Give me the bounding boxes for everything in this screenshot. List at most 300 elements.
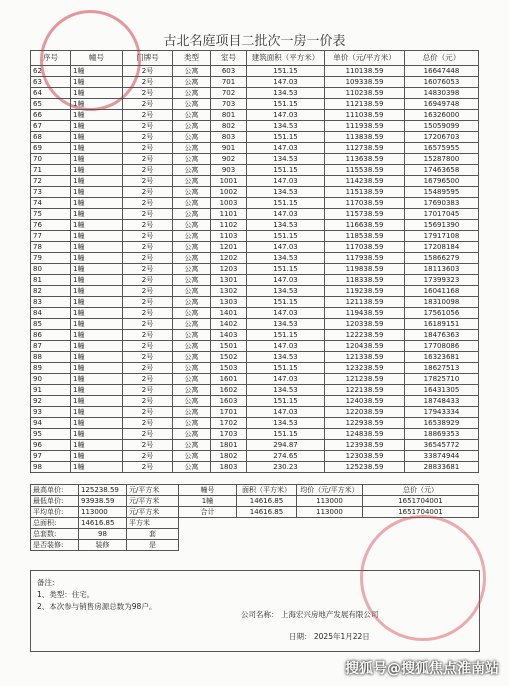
total-price-cell: 17708086 (405, 341, 479, 352)
building-number-cell: 1幢 (71, 231, 123, 242)
row-number-cell: 90 (31, 374, 71, 385)
unit-price-cell: 114238.59 (325, 176, 405, 187)
row-number-cell: 82 (31, 286, 71, 297)
table-row (31, 396, 479, 407)
unit-type-cell: 公寓 (173, 176, 211, 187)
unit-price-cell: 119238.59 (325, 286, 405, 297)
unit-type-cell: 公寓 (173, 440, 211, 451)
unit-price-cell: 111038.59 (325, 110, 405, 121)
row-number-cell: 71 (31, 165, 71, 176)
summary-row (31, 485, 479, 496)
column-header: 序号 (31, 51, 71, 66)
unit-price-cell: 120338.59 (325, 319, 405, 330)
unit-price-cell: 120438.59 (325, 341, 405, 352)
total-price-cell: 15691390 (405, 220, 479, 231)
column-header: 建筑面积（平方米） (247, 51, 325, 66)
floor-area-cell: 151.15 (247, 363, 325, 374)
unit-price-cell: 121138.59 (325, 297, 405, 308)
notes-heading: 备注: (37, 578, 55, 587)
unit-type-cell: 公寓 (173, 132, 211, 143)
unit-price-cell: 116638.59 (325, 220, 405, 231)
building-number-cell: 1幢 (71, 77, 123, 88)
total-price-cell: 18310098 (405, 297, 479, 308)
table-row (31, 231, 479, 242)
building-number-cell: 1幢 (71, 396, 123, 407)
total-price-cell: 17208184 (405, 242, 479, 253)
room-number-cell: 703 (211, 99, 247, 110)
unit-price-cell: 118338.59 (325, 275, 405, 286)
floor-area-cell: 151.15 (247, 264, 325, 275)
right-avg: 113000 (297, 496, 363, 507)
total-price-cell: 16326000 (405, 110, 479, 121)
right-header-area: 面积（平方米） (237, 485, 297, 496)
unit-price-cell: 124838.59 (325, 429, 405, 440)
door-number-cell: 2号 (123, 451, 173, 462)
building-number-cell: 1幢 (71, 209, 123, 220)
building-number-cell: 1幢 (71, 341, 123, 352)
floor-area-cell: 147.03 (247, 341, 325, 352)
door-number-cell: 2号 (123, 462, 173, 473)
room-number-cell: 1803 (211, 462, 247, 473)
row-number-cell: 98 (31, 462, 71, 473)
area-value: 14616.85 (79, 518, 127, 529)
row-number-cell: 73 (31, 187, 71, 198)
building-number-cell: 1幢 (71, 275, 123, 286)
unit-price-cell: 110138.59 (325, 66, 405, 77)
count-unit: 套 (127, 529, 179, 540)
row-number-cell: 78 (31, 242, 71, 253)
building-number-cell: 1幢 (71, 253, 123, 264)
door-number-cell: 2号 (123, 429, 173, 440)
floor-area-cell: 294.87 (247, 440, 325, 451)
door-number-cell: 2号 (123, 352, 173, 363)
room-number-cell: 1203 (211, 264, 247, 275)
building-number-cell: 1幢 (71, 418, 123, 429)
row-number-cell: 81 (31, 275, 71, 286)
building-number-cell: 1幢 (71, 242, 123, 253)
right-header-building: 幢号 (179, 485, 237, 496)
room-number-cell: 1402 (211, 319, 247, 330)
unit-price-cell: 112138.59 (325, 99, 405, 110)
floor-area-cell: 151.15 (247, 330, 325, 341)
table-row (31, 341, 479, 352)
floor-area-cell: 147.03 (247, 308, 325, 319)
unit-type-cell: 公寓 (173, 231, 211, 242)
room-number-cell: 1103 (211, 231, 247, 242)
door-number-cell: 2号 (123, 385, 173, 396)
avg-price-unit: 元/平方米 (127, 507, 179, 518)
building-number-cell: 1幢 (71, 220, 123, 231)
unit-type-cell: 公寓 (173, 242, 211, 253)
door-number-cell: 2号 (123, 440, 173, 451)
unit-price-cell: 119838.59 (325, 264, 405, 275)
company-name: 公司名称： 上海宏兴房地产发展有限公司 (241, 610, 379, 619)
decoration-value: 装修 (79, 540, 127, 551)
table-row (31, 187, 479, 198)
total-price-cell: 17017045 (405, 209, 479, 220)
unit-type-cell: 公寓 (173, 88, 211, 99)
door-number-cell: 2号 (123, 407, 173, 418)
unit-type-cell: 公寓 (173, 77, 211, 88)
room-number-cell: 702 (211, 88, 247, 99)
table-row (31, 451, 479, 462)
unit-price-cell: 123938.59 (325, 440, 405, 451)
total-price-cell: 17943334 (405, 407, 479, 418)
door-number-cell: 2号 (123, 341, 173, 352)
floor-area-cell: 151.15 (247, 198, 325, 209)
room-number-cell: 1001 (211, 176, 247, 187)
table-row (31, 77, 479, 88)
unit-type-cell: 公寓 (173, 385, 211, 396)
row-number-cell: 85 (31, 319, 71, 330)
row-number-cell: 64 (31, 88, 71, 99)
unit-price-cell: 123038.59 (325, 451, 405, 462)
table-row (31, 66, 479, 77)
building-number-cell: 1幢 (71, 297, 123, 308)
unit-type-cell: 公寓 (173, 209, 211, 220)
table-row (31, 440, 479, 451)
total-avg: 113000 (297, 507, 363, 518)
table-row (31, 462, 479, 473)
area-unit: 平方米 (127, 518, 179, 529)
floor-area-cell: 151.15 (247, 297, 325, 308)
row-number-cell: 72 (31, 176, 71, 187)
row-number-cell: 68 (31, 132, 71, 143)
building-number-cell: 1幢 (71, 286, 123, 297)
table-row (31, 352, 479, 363)
floor-area-cell: 134.53 (247, 154, 325, 165)
unit-price-cell: 122138.59 (325, 385, 405, 396)
floor-area-cell: 147.03 (247, 242, 325, 253)
table-row (31, 418, 479, 429)
row-number-cell: 92 (31, 396, 71, 407)
table-row (31, 429, 479, 440)
floor-area-cell: 134.53 (247, 253, 325, 264)
unit-price-cell: 118538.59 (325, 231, 405, 242)
total-price-cell: 16575955 (405, 143, 479, 154)
unit-type-cell: 公寓 (173, 99, 211, 110)
table-row (31, 253, 479, 264)
table-row (31, 407, 479, 418)
door-number-cell: 2号 (123, 77, 173, 88)
door-number-cell: 2号 (123, 242, 173, 253)
door-number-cell: 2号 (123, 319, 173, 330)
watermark: 搜狐号@搜狐焦点淮南站 (345, 661, 499, 677)
unit-price-cell: 121238.59 (325, 374, 405, 385)
right-total: 1651704001 (363, 496, 479, 507)
table-row (31, 176, 479, 187)
room-number-cell: 1302 (211, 286, 247, 297)
floor-area-cell: 134.53 (247, 352, 325, 363)
row-number-cell: 79 (31, 253, 71, 264)
door-number-cell: 2号 (123, 264, 173, 275)
room-number-cell: 1102 (211, 220, 247, 231)
building-number-cell: 1幢 (71, 319, 123, 330)
door-number-cell: 2号 (123, 88, 173, 99)
total-sum: 1651704001 (363, 507, 479, 518)
table-row (31, 319, 479, 330)
room-number-cell: 1501 (211, 341, 247, 352)
unit-type-cell: 公寓 (173, 330, 211, 341)
total-price-cell: 15059099 (405, 121, 479, 132)
building-number-cell: 1幢 (71, 308, 123, 319)
floor-area-cell: 151.15 (247, 165, 325, 176)
row-number-cell: 74 (31, 198, 71, 209)
door-number-cell: 2号 (123, 330, 173, 341)
total-price-cell: 16076053 (405, 77, 479, 88)
unit-type-cell: 公寓 (173, 352, 211, 363)
table-row (31, 99, 479, 110)
building-number-cell: 1幢 (71, 88, 123, 99)
building-number-cell: 1幢 (71, 440, 123, 451)
row-number-cell: 95 (31, 429, 71, 440)
table-row (31, 374, 479, 385)
building-number-cell: 1幢 (71, 110, 123, 121)
unit-price-cell: 122038.59 (325, 407, 405, 418)
total-label: 合计 (179, 507, 237, 518)
door-number-cell: 2号 (123, 154, 173, 165)
unit-price-table (30, 50, 479, 473)
room-number-cell: 1503 (211, 363, 247, 374)
room-number-cell: 701 (211, 77, 247, 88)
door-number-cell: 2号 (123, 363, 173, 374)
total-price-cell: 16041168 (405, 286, 479, 297)
floor-area-cell: 147.03 (247, 275, 325, 286)
door-number-cell: 2号 (123, 275, 173, 286)
total-price-cell: 17917108 (405, 231, 479, 242)
unit-price-cell: 115538.59 (325, 165, 405, 176)
unit-type-cell: 公寓 (173, 286, 211, 297)
column-header: 幢号 (71, 51, 123, 66)
total-price-cell: 16189151 (405, 319, 479, 330)
floor-area-cell: 230.23 (247, 462, 325, 473)
total-area: 14616.85 (237, 507, 297, 518)
unit-price-cell: 112738.59 (325, 143, 405, 154)
table-row (31, 154, 479, 165)
building-number-cell: 1幢 (71, 154, 123, 165)
right-building: 1幢 (179, 496, 237, 507)
floor-area-cell: 151.15 (247, 99, 325, 110)
floor-area-cell: 134.53 (247, 121, 325, 132)
door-number-cell: 2号 (123, 374, 173, 385)
min-price-label: 最低单价: (31, 496, 79, 507)
row-number-cell: 77 (31, 231, 71, 242)
room-number-cell: 1002 (211, 187, 247, 198)
unit-price-cell: 123238.59 (325, 363, 405, 374)
total-price-cell: 17690383 (405, 198, 479, 209)
room-number-cell: 1202 (211, 253, 247, 264)
total-price-cell: 18748433 (405, 396, 479, 407)
row-number-cell: 86 (31, 330, 71, 341)
door-number-cell: 2号 (123, 187, 173, 198)
unit-type-cell: 公寓 (173, 275, 211, 286)
right-area: 14616.85 (237, 496, 297, 507)
building-number-cell: 1幢 (71, 429, 123, 440)
row-number-cell: 80 (31, 264, 71, 275)
door-number-cell: 2号 (123, 110, 173, 121)
unit-type-cell: 公寓 (173, 297, 211, 308)
floor-area-cell: 134.53 (247, 220, 325, 231)
building-number-cell: 1幢 (71, 176, 123, 187)
floor-area-cell: 147.03 (247, 143, 325, 154)
row-number-cell: 63 (31, 77, 71, 88)
total-price-cell: 33874944 (405, 451, 479, 462)
floor-area-cell: 151.15 (247, 231, 325, 242)
floor-area-cell: 274.65 (247, 451, 325, 462)
decoration-label: 是否装修: (31, 540, 79, 551)
notes-line-1: 1、类型：住宅。 (37, 590, 95, 599)
table-row (31, 264, 479, 275)
door-number-cell: 2号 (123, 165, 173, 176)
total-price-cell: 16796500 (405, 176, 479, 187)
unit-price-cell: 117938.59 (325, 253, 405, 264)
unit-type-cell: 公寓 (173, 341, 211, 352)
room-number-cell: 1702 (211, 418, 247, 429)
door-number-cell: 2号 (123, 396, 173, 407)
room-number-cell: 603 (211, 66, 247, 77)
room-number-cell: 902 (211, 154, 247, 165)
unit-price-cell: 111938.59 (325, 121, 405, 132)
building-number-cell: 1幢 (71, 451, 123, 462)
row-number-cell: 65 (31, 99, 71, 110)
total-price-cell: 17399323 (405, 275, 479, 286)
floor-area-cell: 151.15 (247, 66, 325, 77)
building-number-cell: 1幢 (71, 187, 123, 198)
table-row (31, 165, 479, 176)
building-number-cell: 1幢 (71, 66, 123, 77)
row-number-cell: 83 (31, 297, 71, 308)
room-number-cell: 803 (211, 132, 247, 143)
building-number-cell: 1幢 (71, 407, 123, 418)
column-header: 单价（元/平方米） (325, 51, 405, 66)
row-number-cell: 84 (31, 308, 71, 319)
room-number-cell: 1403 (211, 330, 247, 341)
count-label: 总套数: (31, 529, 79, 540)
room-number-cell: 1201 (211, 242, 247, 253)
table-row (31, 209, 479, 220)
door-number-cell: 2号 (123, 99, 173, 110)
table-row (31, 242, 479, 253)
building-number-cell: 1幢 (71, 264, 123, 275)
room-number-cell: 1602 (211, 385, 247, 396)
row-number-cell: 62 (31, 66, 71, 77)
room-number-cell: 1502 (211, 352, 247, 363)
unit-type-cell: 公寓 (173, 418, 211, 429)
floor-area-cell: 151.15 (247, 429, 325, 440)
unit-price-cell: 113638.59 (325, 154, 405, 165)
unit-type-cell: 公寓 (173, 429, 211, 440)
document-date: 日期： 2025年1月22日 (289, 632, 370, 641)
table-row (31, 385, 479, 396)
unit-type-cell: 公寓 (173, 462, 211, 473)
total-price-cell: 16538929 (405, 418, 479, 429)
unit-type-cell: 公寓 (173, 264, 211, 275)
row-number-cell: 69 (31, 143, 71, 154)
room-number-cell: 1303 (211, 297, 247, 308)
unit-type-cell: 公寓 (173, 451, 211, 462)
total-price-cell: 28833681 (405, 462, 479, 473)
floor-area-cell: 147.03 (247, 77, 325, 88)
row-number-cell: 94 (31, 418, 71, 429)
building-number-cell: 1幢 (71, 385, 123, 396)
unit-type-cell: 公寓 (173, 308, 211, 319)
total-price-cell: 15866279 (405, 253, 479, 264)
door-number-cell: 2号 (123, 132, 173, 143)
unit-type-cell: 公寓 (173, 121, 211, 132)
total-price-cell: 17825710 (405, 374, 479, 385)
table-row (31, 110, 479, 121)
door-number-cell: 2号 (123, 143, 173, 154)
unit-type-cell: 公寓 (173, 165, 211, 176)
row-number-cell: 67 (31, 121, 71, 132)
row-number-cell: 66 (31, 110, 71, 121)
room-number-cell: 1301 (211, 275, 247, 286)
unit-type-cell: 公寓 (173, 198, 211, 209)
row-number-cell: 89 (31, 363, 71, 374)
summary-row (31, 496, 479, 507)
avg-price-value: 113000 (79, 507, 127, 518)
unit-price-cell: 125238.59 (325, 462, 405, 473)
unit-type-cell: 公寓 (173, 187, 211, 198)
floor-area-cell: 151.15 (247, 396, 325, 407)
door-number-cell: 2号 (123, 209, 173, 220)
unit-price-cell: 119438.59 (325, 308, 405, 319)
max-price-unit: 元/平方米 (127, 485, 179, 496)
unit-type-cell: 公寓 (173, 110, 211, 121)
total-price-cell: 36545772 (405, 440, 479, 451)
unit-price-cell: 122938.59 (325, 418, 405, 429)
row-number-cell: 76 (31, 220, 71, 231)
min-price-value: 93938.59 (79, 496, 127, 507)
table-row (31, 330, 479, 341)
building-number-cell: 1幢 (71, 121, 123, 132)
table-row (31, 308, 479, 319)
door-number-cell: 2号 (123, 121, 173, 132)
floor-area-cell: 147.03 (247, 110, 325, 121)
building-number-cell: 1幢 (71, 352, 123, 363)
document-title: 古北名庭项目二批次一房一价表 (163, 34, 346, 49)
room-number-cell: 903 (211, 165, 247, 176)
door-number-cell: 2号 (123, 220, 173, 231)
min-price-unit: 元/平方米 (127, 496, 179, 507)
room-number-cell: 1801 (211, 440, 247, 451)
row-number-cell: 87 (31, 341, 71, 352)
unit-price-cell: 122238.59 (325, 330, 405, 341)
total-price-cell: 16323681 (405, 352, 479, 363)
building-number-cell: 1幢 (71, 132, 123, 143)
building-number-cell: 1幢 (71, 462, 123, 473)
unit-type-cell: 公寓 (173, 396, 211, 407)
row-number-cell: 96 (31, 440, 71, 451)
total-price-cell: 17206703 (405, 132, 479, 143)
max-price-value: 125238.59 (79, 485, 127, 496)
column-header: 类型 (173, 51, 211, 66)
door-number-cell: 2号 (123, 66, 173, 77)
table-row (31, 275, 479, 286)
room-number-cell: 1401 (211, 308, 247, 319)
unit-price-cell: 117038.59 (325, 242, 405, 253)
unit-type-cell: 公寓 (173, 66, 211, 77)
total-price-cell: 18869353 (405, 429, 479, 440)
floor-area-cell: 147.03 (247, 374, 325, 385)
door-number-cell: 2号 (123, 418, 173, 429)
building-number-cell: 1幢 (71, 374, 123, 385)
table-row (31, 143, 479, 154)
total-price-cell: 16647448 (405, 66, 479, 77)
room-number-cell: 1701 (211, 407, 247, 418)
unit-price-cell: 121338.59 (325, 352, 405, 363)
unit-type-cell: 公寓 (173, 319, 211, 330)
